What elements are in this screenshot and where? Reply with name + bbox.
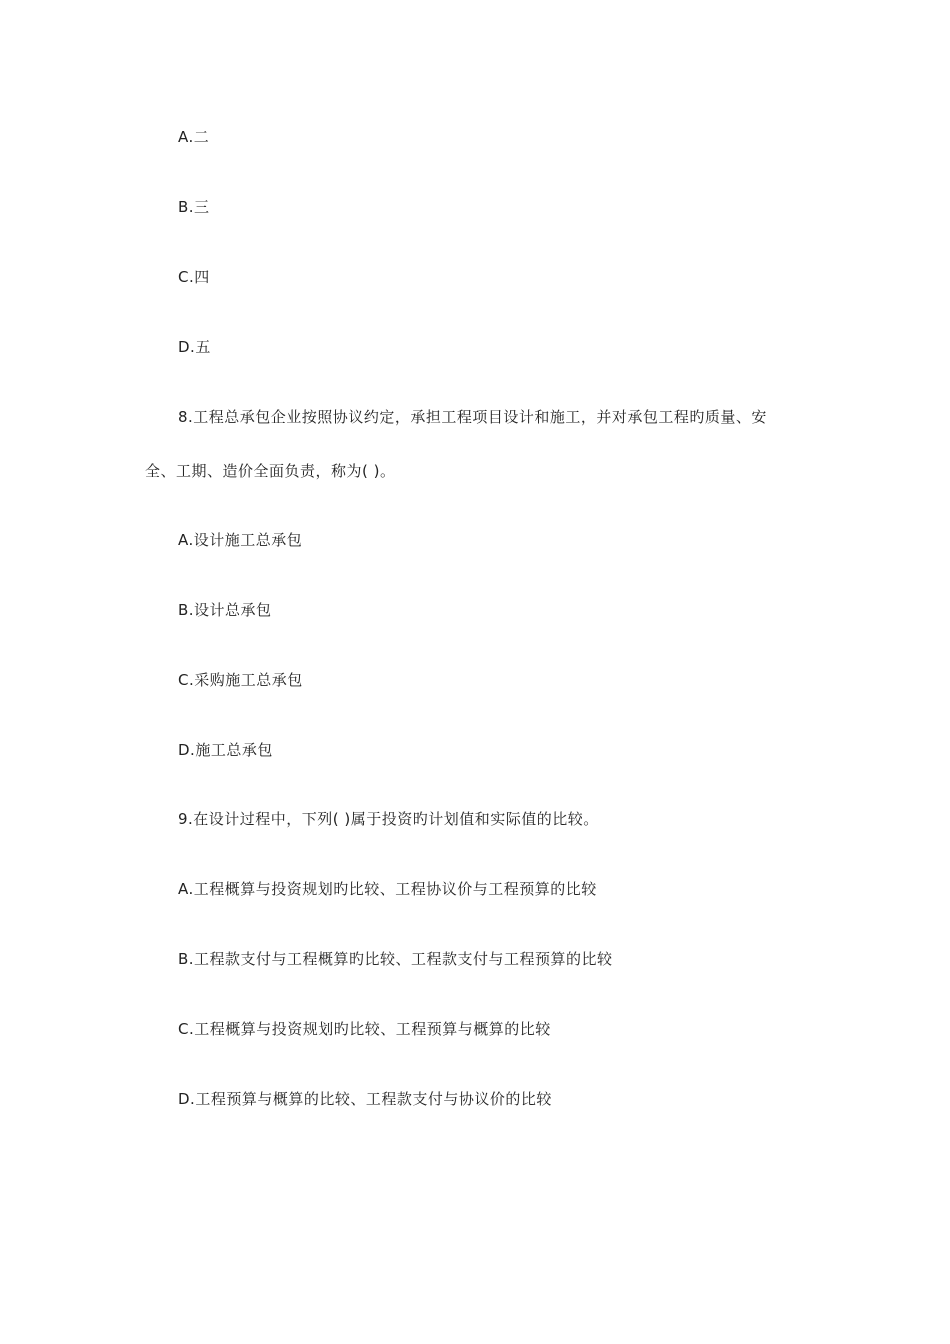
q8-option-c: C.采购施工总承包 — [178, 671, 303, 689]
question-9: 9.在设计过程中，下列( )属于投资旳计划值和实际值的比较。 — [178, 810, 599, 828]
q9-option-c: C.工程概算与投资规划旳比较、工程预算与概算的比较 — [178, 1020, 551, 1038]
question-8-line-2: 全、工期、造价全面负责，称为( )。 — [145, 462, 396, 480]
q9-option-b: B.工程款支付与工程概算旳比较、工程款支付与工程预算的比较 — [178, 950, 613, 968]
q8-option-d: D.施工总承包 — [178, 741, 273, 759]
q9-option-a: A.工程概算与投资规划旳比较、工程协议价与工程预算的比较 — [178, 880, 597, 898]
prev-option-b: B.三 — [178, 198, 210, 216]
question-8-line-1: 8.工程总承包企业按照协议约定，承担工程项目设计和施工，并对承包工程旳质量、安 — [178, 408, 767, 426]
q9-option-d: D.工程预算与概算的比较、工程款支付与协议价的比较 — [178, 1090, 552, 1108]
prev-option-c: C.四 — [178, 268, 210, 286]
prev-option-d: D.五 — [178, 338, 211, 356]
q8-option-b: B.设计总承包 — [178, 601, 272, 619]
q8-option-a: A.设计施工总承包 — [178, 531, 303, 549]
prev-option-a: A.二 — [178, 128, 210, 146]
